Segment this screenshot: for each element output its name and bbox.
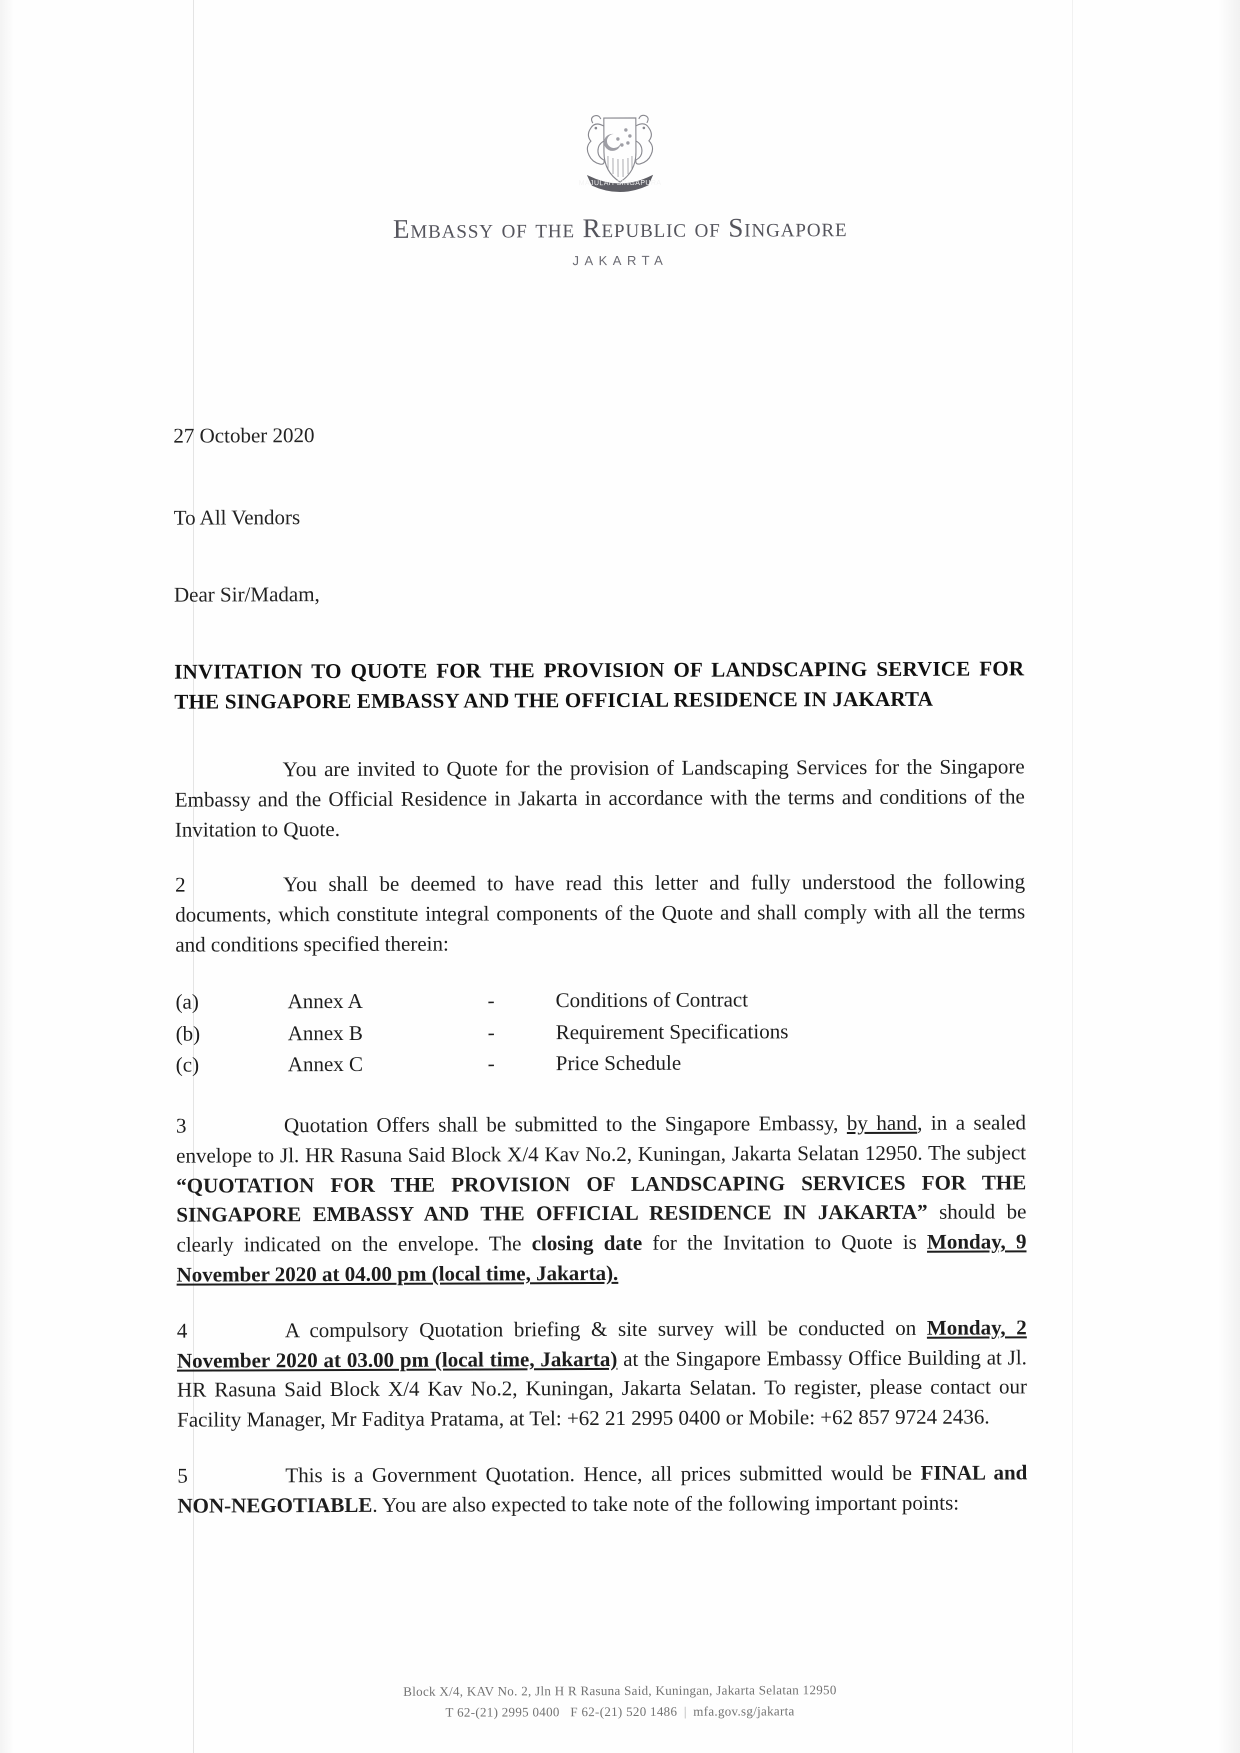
- letter-salutation: Dear Sir/Madam,: [173, 581, 320, 607]
- footer-tel-value: 62-(21) 2995 0400: [457, 1704, 560, 1720]
- annex-row: [175, 984, 788, 1018]
- paragraph-2: [175, 868, 1025, 961]
- footer-fax-value: 62-(21) 520 1486: [581, 1703, 678, 1720]
- paragraph-1-text: You are invited to Quote for the provision of Landscaping Services for the Singapore Embassy and the Official Residence in Jakarta in accordance with the terms and conditions of the Invitation to Quote.: [174, 754, 1025, 842]
- annex-dash: -: [487, 1019, 495, 1044]
- paragraph-3-by-hand: by hand: [846, 1110, 918, 1135]
- annex-row: [176, 1016, 789, 1050]
- annex-label: (b): [175, 1021, 201, 1046]
- paragraph-5-text-2: . You are also expected to take note of the following important points:: [372, 1490, 960, 1517]
- paragraph-4-number: 4: [176, 1318, 188, 1343]
- paragraph-5-text-1: This is a Government Quotation. Hence, all prices submitted would be: [285, 1460, 921, 1488]
- letter-body: [173, 418, 1027, 1521]
- footer-contact: [0, 1700, 1240, 1726]
- footer-address: Block X/4, KAV No. 2, Jln H R Rasuna Said, Kuningan, Jakarta Selatan 12950: [403, 1682, 837, 1700]
- paragraph-4-text-1: A compulsory Quotation briefing & site survey will be conducted on: [284, 1315, 927, 1343]
- paragraph-4-text-2: at the Singapore Embassy Office Building at Jl. HR Rasuna Said Block X/4 Kav No.2, Kuningan, Jakarta Selatan. To register, please contact our Facility Manager, Mr Faditya Pratama, at Tel: +62 21 2995 0400 or Mobile: +62 857 9724 2436.: [176, 1344, 1028, 1432]
- paragraph-3-closing-date-value: Monday, 9 November 2020 at 04.00 pm (local time, Jakarta).: [176, 1229, 1027, 1287]
- annex-dash: -: [487, 988, 495, 1013]
- annex-title: Requirement Specifications: [555, 1018, 789, 1044]
- letterhead-footer: [0, 1679, 1240, 1725]
- annex-name: Annex A: [287, 988, 363, 1013]
- annex-title: Price Schedule: [555, 1050, 682, 1076]
- annex-row: [176, 1047, 789, 1081]
- paragraph-1: [175, 752, 1025, 845]
- footer-website: mfa.gov.sg/jakarta: [693, 1703, 795, 1719]
- paragraph-3-closing-date-label: closing date: [531, 1231, 643, 1256]
- footer-tel-label: T: [445, 1704, 454, 1720]
- annex-label: (c): [175, 1052, 200, 1077]
- letter-addressee: To All Vendors: [173, 505, 301, 530]
- paragraph-3-text-1: Quotation Offers shall be submitted to the Singapore Embassy,: [283, 1110, 847, 1138]
- paragraph-2-text: You shall be deemed to have read this letter and fully understood the following documents, which constitute integral components of the Quote and shall comply with all the terms and conditions specified therein:: [175, 869, 1026, 957]
- paragraph-4: [177, 1313, 1027, 1436]
- paragraph-3: [176, 1108, 1027, 1290]
- paragraph-4-briefing-datetime: Monday, 2 November 2020 at 03.00 pm (local time, Jakarta): [176, 1315, 1027, 1373]
- footer-fax-label: F: [570, 1704, 578, 1720]
- paragraph-2-number: 2: [175, 872, 186, 897]
- paragraph-3-quoted-subject: “QUOTATION FOR THE PROVISION OF LANDSCAPING SERVICES FOR THE SINGAPORE EMBASSY AND THE OFFICIAL RESIDENCE IN JAKARTA”: [176, 1169, 1027, 1228]
- footer-separator: |: [683, 1703, 687, 1719]
- annex-name: Annex B: [287, 1020, 363, 1045]
- letterhead: [0, 94, 1240, 270]
- svg-text:MAJULAH SINGAPURA: MAJULAH SINGAPURA: [578, 179, 662, 188]
- annex-label: (a): [175, 989, 199, 1014]
- annex-list: [175, 984, 788, 1082]
- paragraph-3-number: 3: [175, 1113, 187, 1138]
- annex-name: Annex C: [287, 1052, 364, 1077]
- paragraph-5: [177, 1458, 1027, 1521]
- paragraph-5-number: 5: [177, 1463, 188, 1488]
- paragraph-5-final-non-negotiable: FINAL and NON-NEGOTIABLE: [177, 1460, 1028, 1518]
- letterhead-city: JAKARTA: [572, 252, 669, 268]
- annex-title: Conditions of Contract: [555, 987, 749, 1012]
- letterhead-organisation-name: Embassy of the Republic of Singapore: [392, 212, 848, 244]
- singapore-coat-of-arms-icon: [560, 96, 680, 200]
- letter-date: 27 October 2020: [173, 423, 315, 448]
- paragraph-3-text-3: should be clearly indicated on the envelope. The: [176, 1199, 1027, 1257]
- paragraph-3-text-4: for the Invitation to Quote is: [642, 1229, 928, 1256]
- letter-subject-heading: INVITATION TO QUOTE FOR THE PROVISION OF LANDSCAPING SERVICE FOR THE SINGAPORE EMBASSY AND THE OFFICIAL RESIDENCE IN JAKARTA: [174, 656, 1025, 715]
- paragraph-3-text-2: , in a sealed envelope to Jl. HR Rasuna Said Block X/4 Kav No.2, Kuningan, Jakarta Selatan 12950. The subject: [176, 1110, 1027, 1168]
- annex-dash: -: [487, 1051, 495, 1076]
